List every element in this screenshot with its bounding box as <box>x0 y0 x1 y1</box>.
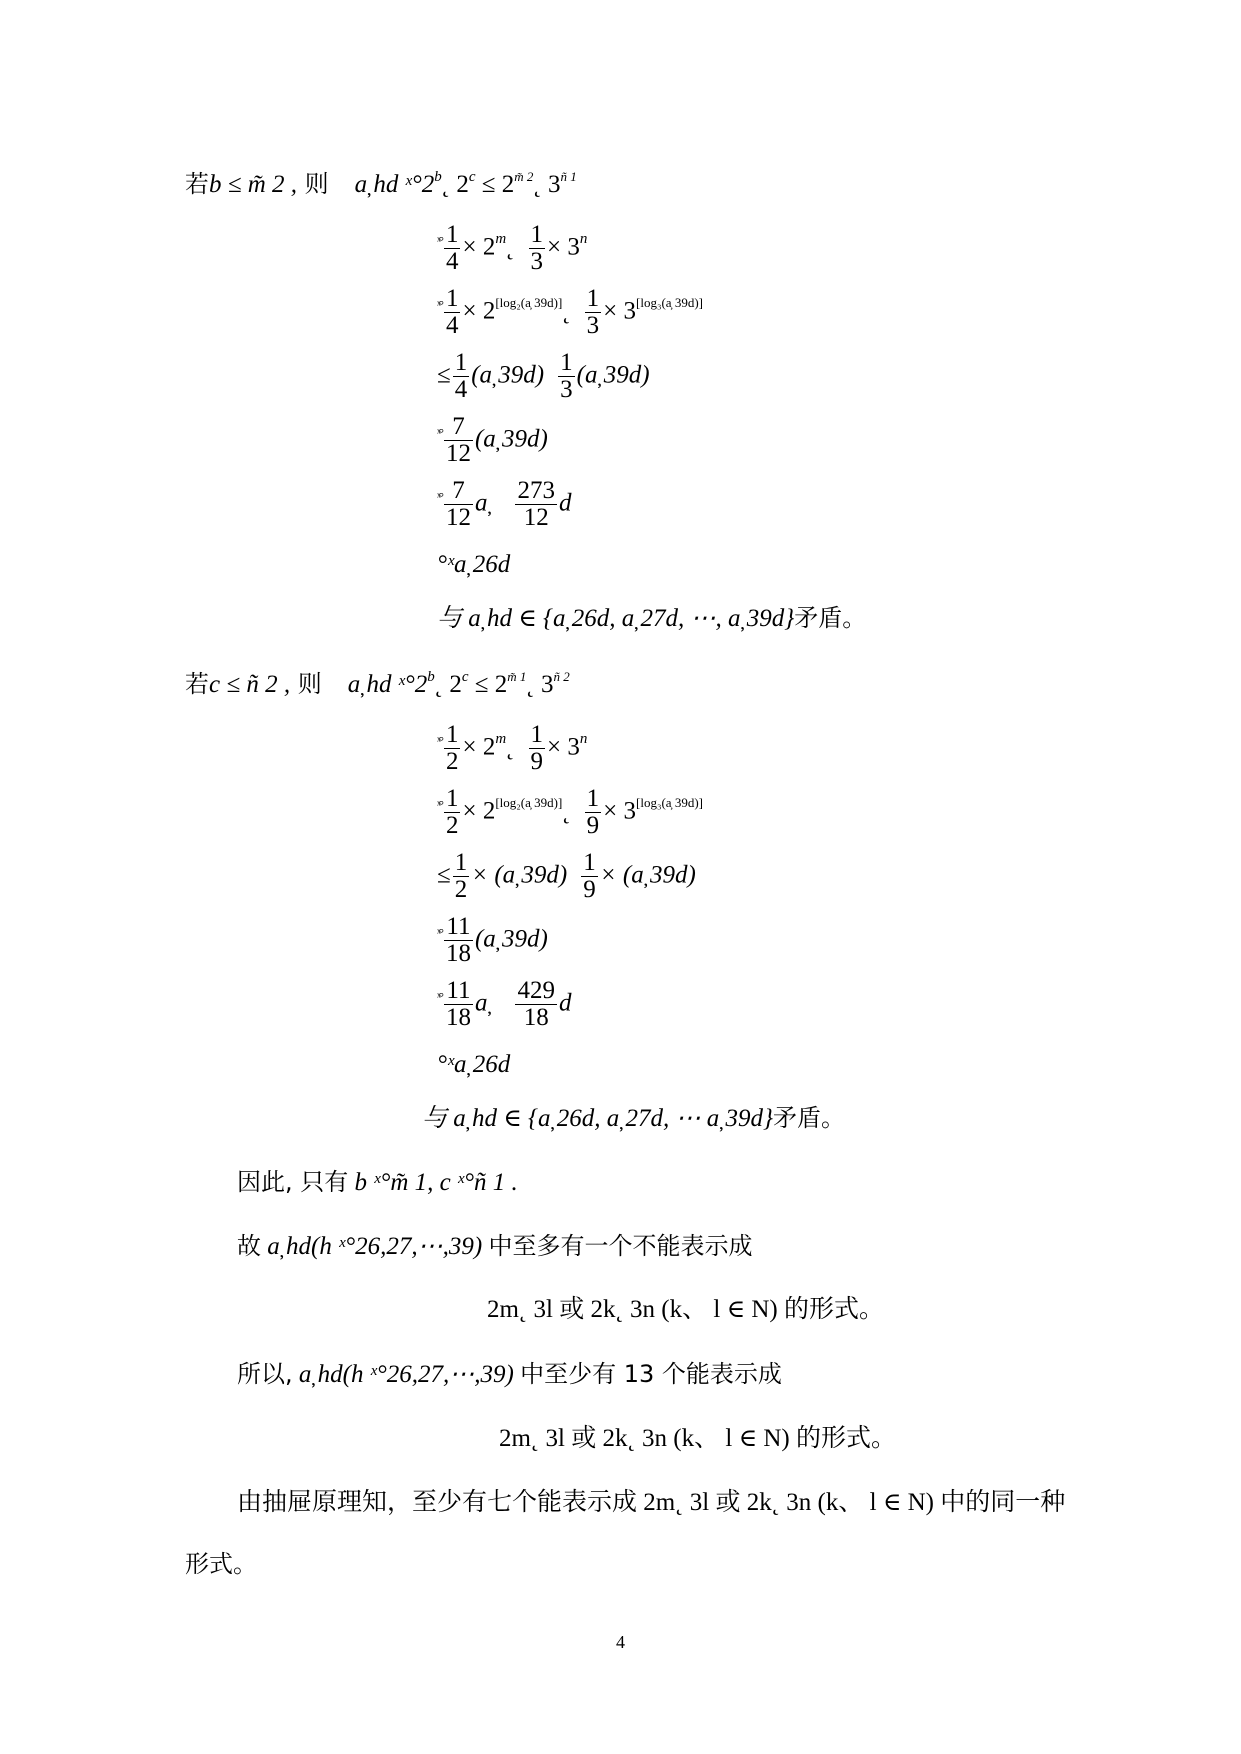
numerator: 7 <box>444 478 473 505</box>
summary-line-2 <box>237 1234 752 1259</box>
case-b-step-3 <box>437 350 650 404</box>
exponent: [log₃(a̦ 39d)] <box>636 795 703 811</box>
denominator: 4 <box>454 376 468 404</box>
denominator: 12 <box>445 504 471 532</box>
numerator: 1 <box>445 285 459 312</box>
fraction <box>515 478 557 532</box>
numerator: 1 <box>530 721 543 748</box>
case-expression: a̦ hd ˣ°2 <box>347 671 428 698</box>
fraction <box>581 850 598 904</box>
case-b-step-6: °ˣa̦ 26d <box>437 551 511 578</box>
glyph: ˣ° <box>437 233 442 249</box>
summary-text: 故 <box>237 1232 261 1260</box>
denominator: 2 <box>445 748 459 776</box>
numerator: 1 <box>445 721 459 748</box>
fraction <box>453 850 470 904</box>
fraction <box>558 350 575 404</box>
summary-math: a̦ hd(h ˣ°26,27,⋯,39) <box>261 1233 489 1260</box>
form-expression-1: 2m˛ 3l 或 2k˛ 3n (k、 l ∈ N) 的形式。 <box>487 1296 884 1323</box>
exponent: c <box>468 169 476 185</box>
numerator: 7 <box>444 414 473 441</box>
relation: ≤ <box>437 861 451 889</box>
numerator: 1 <box>454 349 468 376</box>
denominator: 18 <box>445 1004 471 1032</box>
form-expression-2: 2m˛ 3l 或 2k˛ 3n (k、 l ∈ N) 的形式。 <box>499 1425 896 1452</box>
term: a̦ <box>474 989 488 1017</box>
summary-line-1 <box>237 1170 518 1195</box>
numerator: 1 <box>445 221 459 248</box>
glyph: ˣ° <box>437 797 442 813</box>
denominator: 4 <box>445 248 459 276</box>
numerator: 11 <box>444 978 473 1005</box>
term: × 3 <box>603 797 636 825</box>
exponent: [log₂(a̦ 39d)] <box>495 295 563 311</box>
case-condition: c ≤ ñ 2 , <box>209 671 291 698</box>
fraction <box>529 222 546 276</box>
fraction <box>444 722 461 776</box>
fraction <box>444 414 473 468</box>
exponent: [log₃(a̦ 39d)] <box>636 295 703 311</box>
numerator: 273 <box>517 477 555 504</box>
glyph: ˛ <box>434 671 444 698</box>
term: (a̦ 39d) <box>576 361 650 389</box>
glyph: ˛ <box>562 297 571 325</box>
exponent: n <box>579 231 588 248</box>
glyph: ˣ° <box>437 297 442 313</box>
case-c-step-2 <box>437 786 703 840</box>
case-c-step-5 <box>437 978 571 1032</box>
page-number: 4 <box>616 1632 625 1652</box>
case-expression: a̦ hd ˣ°2 <box>354 171 435 198</box>
final-line: 形式。 <box>185 1550 257 1578</box>
case-c-step-1 <box>437 722 587 776</box>
exponent: m <box>495 731 507 748</box>
denominator: 9 <box>586 812 600 840</box>
term: (a̦ 39d) <box>471 361 545 389</box>
glyph: ˛ <box>506 733 515 761</box>
fraction <box>444 786 461 840</box>
exponent: n <box>579 731 588 748</box>
term: d <box>558 989 572 1017</box>
case-b-step-5 <box>437 478 571 532</box>
denominator: 2 <box>445 812 459 840</box>
glyph: ˣ° <box>437 733 442 749</box>
numerator: 1 <box>445 785 459 812</box>
term: × 2 <box>462 297 496 325</box>
numerator: 1 <box>530 221 543 248</box>
denominator: 3 <box>560 376 573 404</box>
fraction <box>444 478 473 532</box>
term: × (a̦ 39d) <box>471 861 568 889</box>
fraction <box>529 722 546 776</box>
set-expression: 与 a̦ hd ∈ {a̦ 26d, a̦ 27d, ⋯, a̦ 39d} <box>437 605 795 632</box>
numerator: 11 <box>444 914 473 941</box>
exponent: [log₂(a̦ 39d)] <box>495 795 563 811</box>
case-b-step-1 <box>437 222 587 276</box>
term: × 3 <box>603 297 636 325</box>
term: × 3 <box>547 233 580 261</box>
case-label: 若 <box>185 670 209 698</box>
fraction <box>444 914 473 968</box>
denominator: 18 <box>445 940 471 968</box>
numerator: 429 <box>517 977 555 1004</box>
exponent: b <box>427 669 435 685</box>
denominator: 9 <box>530 748 543 776</box>
fraction <box>515 978 557 1032</box>
glyph: ˛ <box>441 171 451 198</box>
bound: ≤ 2 <box>468 671 508 698</box>
exponent: m̃ 1 <box>507 669 527 684</box>
exponent: ñ 2 <box>553 669 570 684</box>
numerator: 1 <box>560 349 573 376</box>
pigeonhole-line: 由抽屉原理知，至少有七个能表示成 2m˛ 3l 或 2k˛ 3n (k、 l ∈ N) 中的同一种 <box>237 1489 1066 1516</box>
base-three: 3 <box>534 671 554 698</box>
case-label: 若 <box>185 170 209 198</box>
case-then: 则 <box>297 170 329 198</box>
summary-math: a̦ hd(h ˣ°26,27,⋯,39) <box>292 1361 521 1388</box>
base-two: 2 <box>450 171 469 198</box>
case-b-step-4 <box>437 414 548 468</box>
term: (a̦ 39d) <box>474 425 548 453</box>
glyph: ˣ° <box>437 489 442 505</box>
summary-text: 因此, 只有 <box>237 1168 349 1196</box>
fraction <box>585 786 602 840</box>
summary-text: 中至多有一个不能表示成 <box>488 1232 753 1260</box>
term: × 2 <box>462 733 496 761</box>
contradiction-text: 矛盾。 <box>773 1104 846 1132</box>
glyph: ˣ° <box>437 925 442 941</box>
bound: ≤ 2 <box>475 171 515 198</box>
set-expression: 与 a̦ hd ∈ {a̦ 26d, a̦ 27d, ⋯ a̦ 39d} <box>422 1105 774 1132</box>
fraction <box>444 286 461 340</box>
term: a̦ <box>474 489 488 517</box>
glyph: ˛ <box>506 233 515 261</box>
numerator: 1 <box>586 285 600 312</box>
base-three: 3 <box>541 171 561 198</box>
denominator: 18 <box>523 1004 549 1032</box>
summary-text: 中至少有 13 个能表示成 <box>520 1360 782 1388</box>
exponent: m̃ 2 <box>514 169 534 184</box>
fraction <box>453 350 470 404</box>
case-b-step-2 <box>437 286 703 340</box>
glyph: ˣ° <box>437 989 442 1005</box>
fraction <box>585 286 602 340</box>
denominator: 3 <box>586 312 600 340</box>
denominator: 9 <box>583 876 596 904</box>
exponent: ñ 1 <box>560 169 577 184</box>
summary-text: 所以, <box>237 1360 293 1388</box>
case-c-step-4 <box>437 914 548 968</box>
glyph: ˣ° <box>437 425 442 441</box>
fraction <box>444 222 461 276</box>
case-then: 则 <box>290 670 322 698</box>
numerator: 1 <box>454 849 468 876</box>
term: × 2 <box>462 797 496 825</box>
summary-line-3 <box>237 1362 782 1387</box>
term: × 3 <box>547 733 580 761</box>
term: × 2 <box>462 233 496 261</box>
numerator: 1 <box>583 849 596 876</box>
contradiction-text: 矛盾。 <box>794 604 867 632</box>
denominator: 2 <box>454 876 468 904</box>
glyph: ˛ <box>533 171 542 198</box>
numerator: 1 <box>586 785 600 812</box>
base-two: 2 <box>443 671 462 698</box>
denominator: 4 <box>445 312 459 340</box>
relation: ≤ <box>437 361 451 389</box>
case-c-conclusion <box>422 1106 845 1131</box>
term: × (a̦ 39d) <box>599 861 696 889</box>
case-condition: b ≤ m̃ 2 , <box>209 171 298 198</box>
glyph: ˛ <box>562 797 571 825</box>
exponent: c <box>461 669 469 685</box>
case-c-intro <box>185 669 570 698</box>
glyph: ˛ <box>526 671 535 698</box>
denominator: 3 <box>530 248 543 276</box>
exponent: b <box>434 169 442 185</box>
denominator: 12 <box>445 440 471 468</box>
exponent: m <box>495 231 507 248</box>
denominator: 12 <box>523 504 549 532</box>
term: d <box>558 489 572 517</box>
summary-math: b ˣ°m̃ 1, c ˣ°ñ 1 . <box>348 1169 518 1196</box>
term: (a̦ 39d) <box>474 925 548 953</box>
case-b-intro <box>185 169 577 198</box>
fraction <box>444 978 473 1032</box>
case-c-step-3 <box>437 850 696 904</box>
case-b-conclusion <box>437 606 866 631</box>
case-c-step-6: °ˣa̦ 26d <box>437 1051 511 1078</box>
